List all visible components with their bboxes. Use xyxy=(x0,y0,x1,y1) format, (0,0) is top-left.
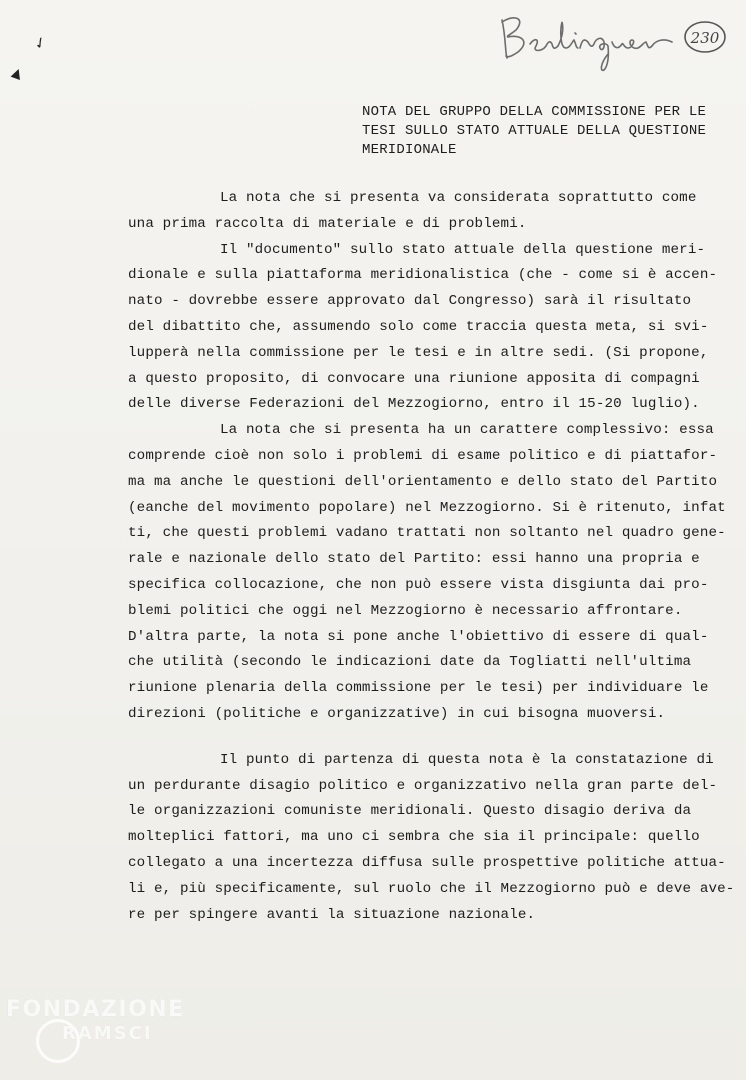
body-line: delle diverse Federazioni del Mezzogiorno, entro il 15-20 luglio). xyxy=(128,396,700,413)
body-line: nato - dovrebbe essere approvato dal Congresso) sarà il risultato xyxy=(128,293,692,310)
body-line: re per spingere avanti la situazione nazionale. xyxy=(128,906,536,923)
body-line: un perdurante disagio politico e organizzativo nella gran parte del- xyxy=(128,777,718,794)
body-line: La nota che si presenta va considerata soprattutto come xyxy=(220,190,697,206)
body-line: riunione plenaria della commissione per le tesi) per individuare le xyxy=(128,680,709,697)
body-line: comprende cioè non solo i problemi di esame politico e di piattafor- xyxy=(128,447,718,464)
body-line: D'altra parte, la nota si pone anche l'obiettivo di essere di qual- xyxy=(128,628,709,645)
body-line: del dibattito che, assumendo solo come traccia questa meta, si svi- xyxy=(128,318,709,335)
body-line: una prima raccolta di materiale e di problemi. xyxy=(128,215,527,232)
body-line: rale e nazionale dello stato del Partito: essi hanno una propria e xyxy=(128,551,700,568)
body-line: specifica collocazione, che non può essere vista disgiunta dai pro- xyxy=(128,576,709,593)
body-line: (eanche del movimento popolare) nel Mezzogiorno. Si è ritenuto, infat xyxy=(128,499,726,516)
body-line: molteplici fattori, ma uno ci sembra che sia il principale: quello xyxy=(128,829,700,846)
handwritten-name-berlinguer xyxy=(496,8,676,72)
document-title: NOTA DEL GRUPPO DELLA COMMISSIONE PER LE TESI SULLO STATO ATTUALE DELLA QUESTIONE MERIDIONALE xyxy=(362,104,707,158)
body-line: lupperà nella commissione per le tesi e in altre sedi. (Si propone, xyxy=(128,344,709,361)
page-number: 230 xyxy=(690,29,720,47)
body-line: ti, che questi problemi vadano trattati non soltanto nel quadro gene- xyxy=(128,525,726,542)
watermark-line-1: FONDAZIONE xyxy=(6,997,185,1022)
body-line: ma ma anche le questioni dell'orientamento e dello stato del Partito xyxy=(128,473,718,490)
margin-mark-top: ✓ xyxy=(30,32,51,54)
body-line: li e, più specificamente, sul ruolo che il Mezzogiorno può e deve ave- xyxy=(128,880,735,897)
margin-mark-bottom: ▲ xyxy=(9,64,25,83)
body-line: che utilità (secondo le indicazioni date da Togliatti nell'ultima xyxy=(128,654,692,671)
body-line: Il "documento" sullo stato attuale della questione meri- xyxy=(220,241,706,258)
body-line: le organizzazioni comuniste meridionali. Questo disagio deriva da xyxy=(128,803,692,820)
body-line: collegato a una incertezza diffusa sulle prospettive politiche attua- xyxy=(128,854,726,871)
body-line: direzioni (politiche e organizzative) in cui bisogna muoversi. xyxy=(128,705,666,722)
watermark-g-logo-icon xyxy=(36,1019,80,1063)
fondazione-gramsci-watermark xyxy=(6,995,206,1075)
body-line: dionale e sulla piattaforma meridionalistica (che - come si è accen- xyxy=(128,267,718,284)
body-line: blemi politici che oggi nel Mezzogiorno è necessario affrontare. xyxy=(128,602,683,619)
watermark-line-2: RAMSCI xyxy=(62,1023,153,1044)
handwritten-annotation xyxy=(496,8,736,72)
circled-page-number xyxy=(682,18,728,56)
body-line: La nota che si presenta ha un carattere complessivo: essa xyxy=(220,422,714,439)
body-line: a questo proposito, di convocare una riunione apposita di compagni xyxy=(128,370,700,387)
document-body xyxy=(128,186,735,928)
body-line: Il punto di partenza di questa nota è la constatazione di xyxy=(220,751,714,768)
